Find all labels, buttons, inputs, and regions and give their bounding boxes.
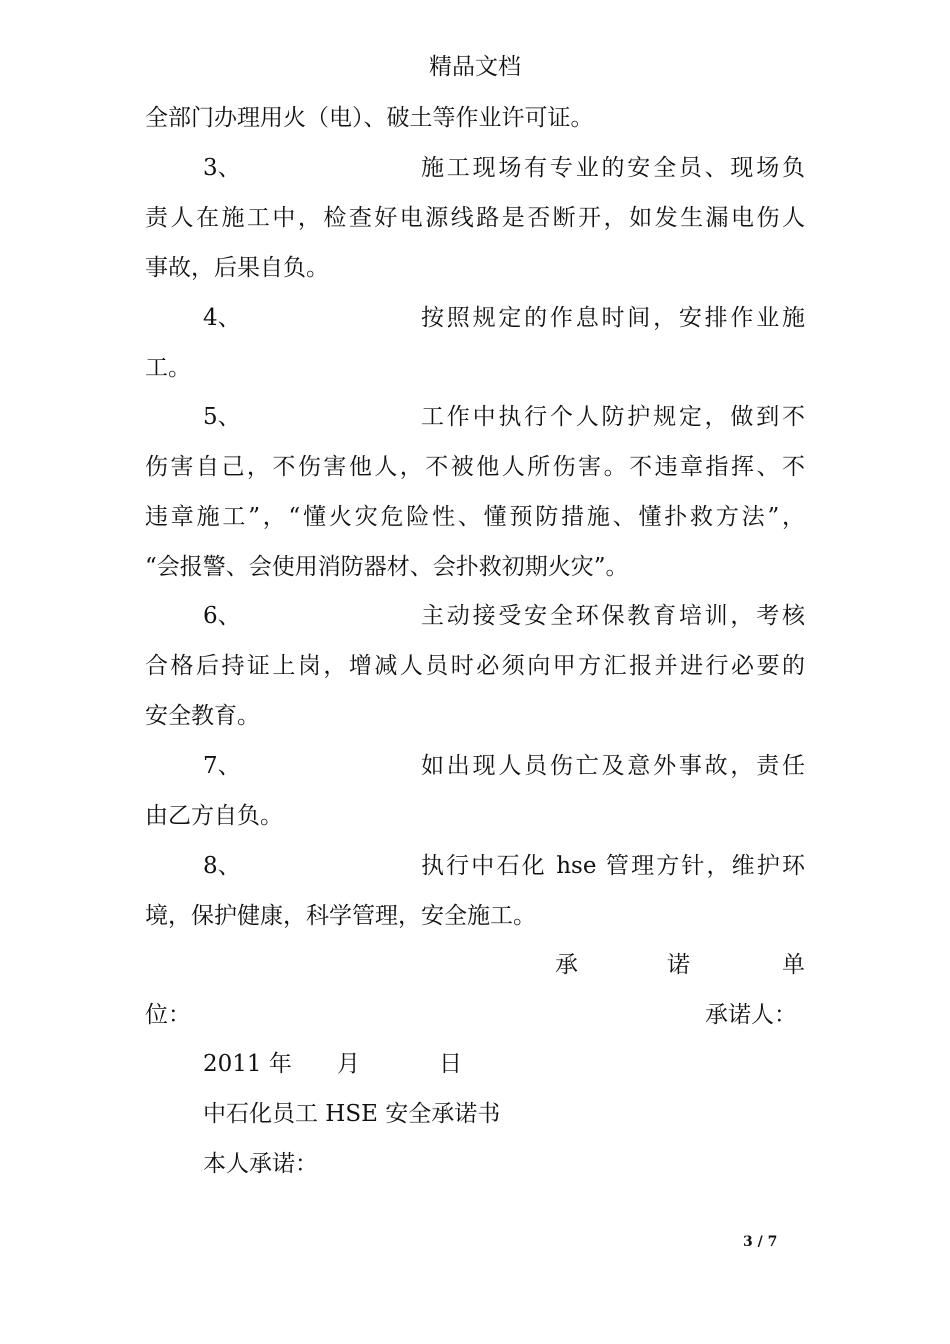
item-text: 主动接受安全环保教育培训，考核: [421, 603, 805, 629]
item-text: 如出现人员伤亡及意外事故，责任: [421, 753, 805, 779]
item-text: 执行中石化 hse 管理方针，维护环: [421, 853, 805, 879]
paragraph-line: 违章施工”，“懂火灾危险性、懂预防措施、懂扑救方法”，: [145, 504, 805, 530]
section-intro: 本人承诺：: [203, 1151, 318, 1177]
paragraph-line: “会报警、会使用消防器材、会扑救初期火灾”。: [145, 554, 629, 580]
item-text: 工作中执行个人防护规定，做到不: [421, 404, 805, 430]
paragraph-line: 由乙方自负。: [145, 803, 283, 829]
paragraph-line: 境，保护健康，科学管理，安全施工。: [145, 903, 536, 929]
item-text: 施工现场有专业的安全员、现场负: [421, 155, 805, 181]
signature-promiser: 承诺人：: [705, 1002, 797, 1028]
page-number: 3 / 7: [743, 1234, 778, 1250]
signature-unit-char: 承: [555, 952, 578, 978]
paragraph-line: 全部门办理用火（电）、破土等作业许可证。: [145, 105, 594, 131]
signature-unit-char: 诺: [667, 952, 690, 978]
date-month: 月: [337, 1051, 360, 1077]
paragraph-line: 工。: [145, 355, 191, 381]
item-number: 7、: [203, 753, 241, 779]
document-header: 精品文档: [429, 54, 521, 80]
date-day: 日: [439, 1051, 462, 1077]
item-number: 6、: [203, 603, 241, 629]
item-number: 4、: [203, 305, 241, 331]
paragraph-line: 责人在施工中，检查好电源线路是否断开，如发生漏电伤人: [145, 205, 805, 231]
signature-unit-char: 单: [782, 952, 805, 978]
paragraph-line: 事故，后果自负。: [145, 255, 329, 281]
item-number: 5、: [203, 404, 241, 430]
item-number: 3、: [203, 155, 241, 181]
paragraph-line: 安全教育。: [145, 703, 260, 729]
paragraph-line: 伤害自己，不伤害他人，不被他人所伤害。不违章指挥、不: [145, 454, 805, 480]
paragraph-line: 合格后持证上岗，增减人员时必须向甲方汇报并进行必要的: [145, 653, 805, 679]
item-text: 按照规定的作息时间，安排作业施: [421, 305, 805, 331]
section-title: 中石化员工 HSE 安全承诺书: [203, 1101, 501, 1127]
item-number: 8、: [203, 853, 241, 879]
date-year: 2011 年: [203, 1051, 292, 1077]
signature-unit-end: 位：: [145, 1002, 191, 1028]
